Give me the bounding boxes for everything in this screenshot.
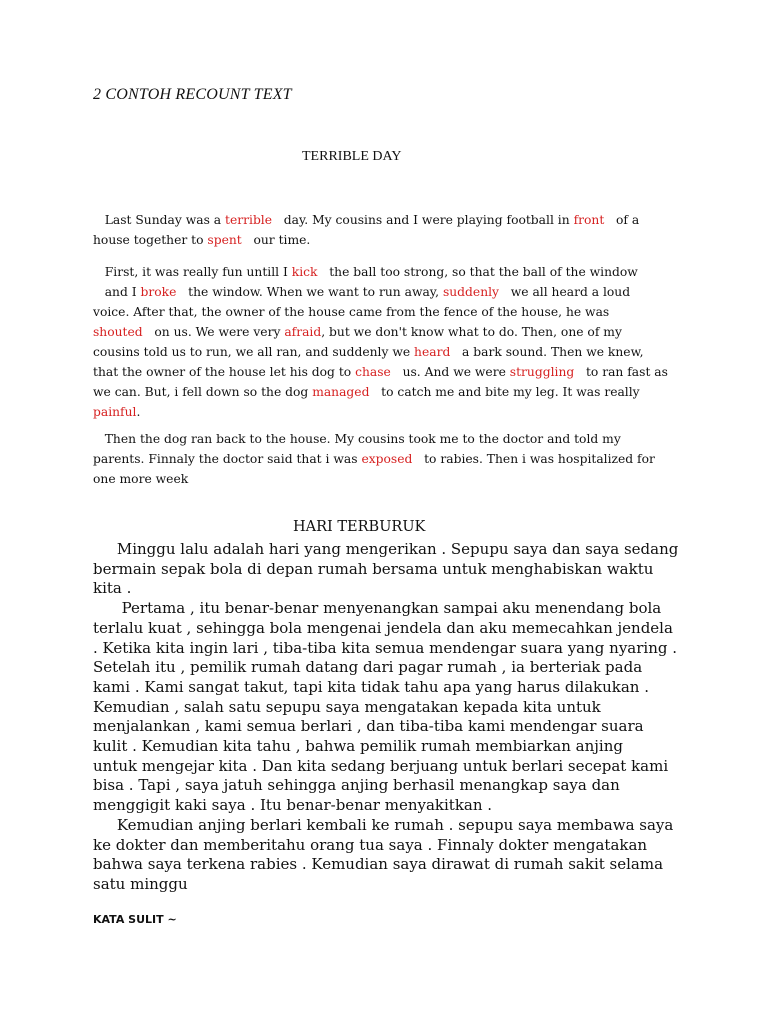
document-heading: 2 CONTOH RECOUNT TEXT [93, 86, 292, 103]
highlighted-word: struggling [509, 365, 575, 379]
indonesian-story-line: terlalu kuat , sehingga bola mengenai jendela dan aku memecahkan jendela [93, 618, 673, 637]
english-paragraph-line: and I broke the window. When we want to run away, suddenly we all heard a loud [93, 285, 631, 299]
indonesian-story-line: kami . Kami sangat takut, tapi kita tidak tahu apa yang harus dilakukan . [93, 677, 649, 696]
indonesian-story-line: Pertama , itu benar-benar menyenangkan sampai aku menendang bola [93, 599, 662, 618]
indonesian-story-line: bahwa saya terkena rabies . Kemudian saya dirawat di rumah sakit selama [93, 855, 664, 874]
highlighted-word: heard [414, 345, 451, 359]
indonesian-story-line: bermain sepak bola di depan rumah bersama untuk menghabiskan waktu [93, 559, 654, 578]
english-paragraph-line: parents. Finnaly the doctor said that i was exposed to rabies. Then i was hospitalized for [93, 452, 655, 466]
highlighted-word: spent [207, 233, 242, 247]
indonesian-story-line: Setelah itu , pemilik rumah datang dari pagar rumah , ia berteriak pada [93, 658, 643, 677]
highlighted-word: exposed [361, 452, 413, 466]
highlighted-word: suddenly [442, 285, 499, 299]
english-paragraph-line: we can. But, i fell down so the dog managed to catch me and bite my leg. It was really [93, 385, 640, 399]
english-paragraph-3 [93, 429, 693, 489]
english-paragraph-line: painful. [93, 405, 141, 419]
difficult-words-label: KATA SULIT ~ [93, 913, 177, 926]
indonesian-story-line: menjalankan , kami semua berlari , dan tiba-tiba kami mendengar suara [93, 717, 644, 736]
indonesian-story-line: untuk mengejar kita . Dan kita sedang berjuang untuk berlari secepat kami [93, 756, 669, 775]
indonesian-story-line: Kemudian anjing berlari kembali ke rumah . sepupu saya membawa saya [93, 815, 674, 834]
highlighted-word: broke [140, 285, 177, 299]
english-paragraph-2 [93, 262, 693, 422]
english-story-title: TERRIBLE DAY [302, 149, 402, 164]
english-paragraph-line: cousins told us to run, we all ran, and suddenly we heard a bark sound. Then we knew, [93, 345, 644, 359]
highlighted-word: chase [355, 365, 391, 379]
indonesian-story-line: bisa . Tapi , saya jatuh sehingga anjing berhasil menangkap saya dan [93, 776, 620, 795]
english-paragraph-line: Then the dog ran back to the house. My cousins took me to the doctor and told my [93, 432, 621, 446]
english-paragraph-line: that the owner of the house let his dog to chase us. And we were struggling to ran fast as [93, 365, 668, 379]
indonesian-story-body [93, 540, 693, 895]
highlighted-word: front [573, 213, 605, 227]
highlighted-word: afraid [284, 325, 322, 339]
indonesian-story-line: kita . [93, 579, 132, 598]
highlighted-word: painful [93, 405, 137, 419]
highlighted-word: managed [312, 385, 370, 399]
indonesian-story-line: . Ketika kita ingin lari , tiba-tiba kita semua mendengar suara yang nyaring . [93, 638, 677, 657]
english-paragraph-line: voice. After that, the owner of the house came from the fence of the house, he was [93, 305, 610, 319]
english-paragraph-line: house together to spent our time. [93, 233, 311, 247]
indonesian-story-line: kulit . Kemudian kita tahu , bahwa pemilik rumah membiarkan anjing [93, 737, 623, 756]
highlighted-word: kick [291, 265, 318, 279]
indonesian-story-line: menggigit kaki saya . Itu benar-benar menyakitkan . [93, 796, 493, 815]
english-paragraph-line: one more week [93, 472, 189, 486]
english-paragraph-line: First, it was really fun untill I kick the ball too strong, so that the ball of the window [93, 265, 638, 279]
indonesian-story-line: Kemudian , salah satu sepupu saya mengatakan kepada kita untuk [93, 697, 601, 716]
indonesian-story-line: ke dokter dan memberitahu orang tua saya . Finnaly dokter mengatakan [93, 835, 648, 854]
indonesian-story-line: satu minggu [93, 874, 188, 893]
indonesian-story-title: HARI TERBURUK [293, 519, 426, 535]
highlighted-word: shouted [93, 325, 143, 339]
english-paragraph-line: shouted on us. We were very afraid, but we don't know what to do. Then, one of my [93, 325, 622, 339]
english-paragraph-line: Last Sunday was a terrible day. My cousins and I were playing football in front of a [93, 213, 640, 227]
highlighted-word: terrible [225, 213, 273, 227]
english-paragraph-1 [93, 210, 693, 250]
indonesian-story-line: Minggu lalu adalah hari yang mengerikan . Sepupu saya dan saya sedang [93, 540, 679, 558]
